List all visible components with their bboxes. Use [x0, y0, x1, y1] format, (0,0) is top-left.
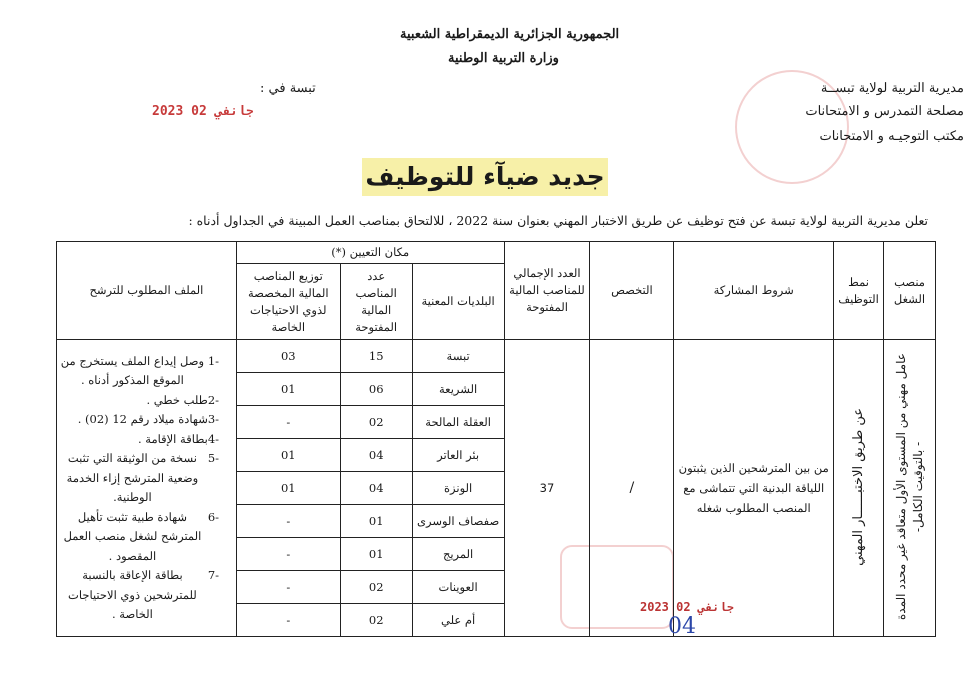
total-value: 37 [504, 340, 590, 637]
document-item: 2- طلب خطي . [146, 392, 220, 407]
positions-table [56, 241, 936, 637]
municipality-cell: المريج [412, 538, 504, 571]
document-item: 1- وصل إيداع الملف يستخرج من الموقع المذكور أدناه . [60, 353, 220, 387]
specialty-value: / [590, 340, 674, 637]
municipality-cell: بئر العاتر [412, 439, 504, 472]
open-count-cell: 06 [340, 373, 412, 406]
service-label: مصلحة التمدرس و الامتحانات [805, 104, 964, 119]
document-item: 4- بطاقة الإقامة . [137, 431, 220, 446]
municipality-cell: العوينات [412, 571, 504, 604]
position-cell [884, 340, 936, 637]
page-title: جديد ضيآء للتوظيف [362, 158, 608, 196]
documents-cell [57, 340, 237, 637]
allocation-cell: 03 [236, 340, 340, 373]
republic-header: الجمهورية الجزائرية الديمقراطية الشعبية [400, 27, 620, 42]
mode-value: عن طريق الاختبــــــار المهني [851, 407, 867, 566]
col-municipality: البلديات المعنية [412, 264, 504, 340]
conditions-value: من بين المترشحين الذين يثبتون اللياقة البدنية التي تتماشى مع المنصب المطلوب شغله [674, 340, 834, 637]
col-location: مكان التعيين (*) [236, 242, 504, 264]
allocation-cell: - [236, 406, 340, 439]
mode-cell [834, 340, 884, 637]
open-count-cell: 15 [340, 340, 412, 373]
allocation-cell: - [236, 538, 340, 571]
place-date-label: تبسة في : [260, 81, 316, 96]
document-item: 7- بطاقة الإعاقة بالنسبة للمترشحين ذوي الاحتياجات الخاصة . [68, 568, 220, 621]
directorate-label: مديرية التربية لولاية تبســة [820, 81, 964, 96]
municipality-cell: الونزة [412, 472, 504, 505]
municipality-cell: صفصاف الوسرى [412, 505, 504, 538]
position-value: عامل مهني من المستوى الأول متعاقد غير محدد المدة - بالتوقيت الكامل- [893, 353, 925, 620]
open-count-cell: 02 [340, 604, 412, 637]
municipality-cell: العقلة المالحة [412, 406, 504, 439]
col-allocation: توزيع المناصب المالية المخصصة لذوي الاحتياجات الخاصة [236, 264, 340, 340]
allocation-cell: - [236, 571, 340, 604]
col-total: العدد الإجمالي للمناصب المالية المفتوحة [504, 242, 590, 340]
col-specialty: التخصص [590, 242, 674, 340]
allocation-cell: 01 [236, 439, 340, 472]
municipality-cell: أم علي [412, 604, 504, 637]
col-mode: نمط التوظيف [834, 242, 884, 340]
col-conditions: شروط المشاركة [674, 242, 834, 340]
document-item: 6- شهادة طبية تثبت تأهيل المترشح لشغل منصب العمل المقصود . [63, 509, 220, 563]
col-position: منصب الشغل [884, 242, 936, 340]
col-file: الملف المطلوب للترشح [57, 242, 237, 340]
allocation-cell: - [236, 505, 340, 538]
intro-text: تعلن مديرية التربية لولاية تبسة عن فتح توظيف عن طريق الاختبار المهني بعنوان سنة 2022 ، للالتحاق بمناصب العمل المبينة في الجداول أدناه : [188, 213, 928, 228]
open-count-cell: 02 [340, 406, 412, 439]
open-count-cell: 04 [340, 472, 412, 505]
date-stamp-bottom: 2023 جانفي 02 [640, 600, 734, 614]
open-count-cell: 02 [340, 571, 412, 604]
open-count-cell: 01 [340, 538, 412, 571]
municipality-cell: تبسة [412, 340, 504, 373]
allocation-cell: 01 [236, 373, 340, 406]
municipality-cell: الشريعة [412, 373, 504, 406]
document-item: 3- شهادة ميلاد رقم 12 (02) . [77, 412, 220, 426]
date-stamp-top: 2023 جانفي 02 [152, 104, 254, 119]
open-count-cell: 04 [340, 439, 412, 472]
open-count-cell: 01 [340, 505, 412, 538]
allocation-cell: 01 [236, 472, 340, 505]
allocation-cell: - [236, 604, 340, 637]
handwritten-signature: 04 [668, 614, 696, 639]
col-open-count: عدد المناصب المالية المفتوحة [340, 264, 412, 340]
office-label: مكتب التوجيـه و الامتحانات [819, 129, 964, 144]
ministry-header: وزارة التربية الوطنية [448, 51, 559, 66]
document-item: 5- نسخة من الوثيقة التي تثبت وضعية المترشح إزاء الخدمة الوطنية. [66, 451, 220, 504]
